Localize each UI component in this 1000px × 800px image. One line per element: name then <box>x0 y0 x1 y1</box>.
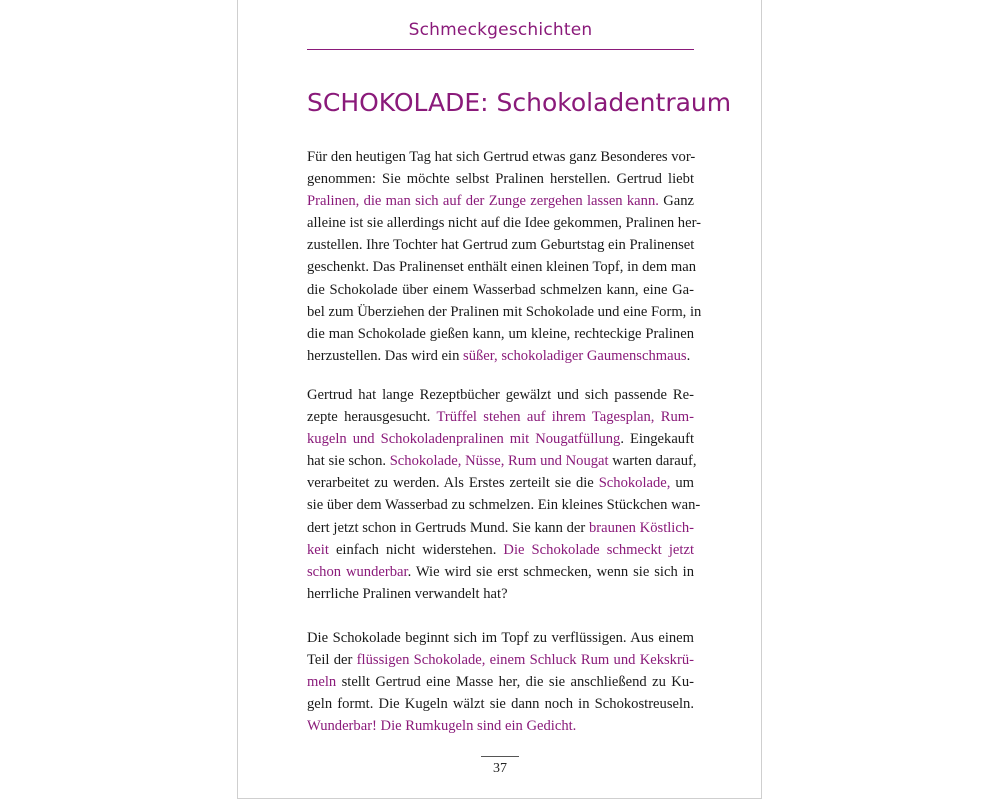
highlighted-phrase: Schokolade, <box>598 475 671 492</box>
text-line <box>307 384 694 406</box>
text-line <box>307 345 694 367</box>
text-line <box>307 146 694 168</box>
text-segment: geschenkt. Das Pralinenset enthält einen kleinen Topf, in dem man <box>307 259 696 276</box>
text-line <box>307 190 694 212</box>
header-rule <box>307 49 694 50</box>
highlighted-phrase: braunen Köstlich- <box>588 519 694 536</box>
highlighted-phrase: schon wunderbar <box>307 563 408 580</box>
text-segment: genommen: Sie möchte selbst Pralinen herstellen. Gertrud liebt <box>307 171 694 188</box>
text-line <box>307 561 694 583</box>
text-segment: hat sie schon. <box>307 453 390 470</box>
text-line <box>307 406 694 428</box>
running-head: Schmeckgeschichten <box>408 20 593 40</box>
text-line <box>307 168 694 190</box>
highlighted-phrase: meln <box>307 674 337 691</box>
highlighted-phrase: keit <box>307 541 329 558</box>
chapter-title: SCHOKOLADE: Schokoladentraum <box>307 88 732 117</box>
text-line <box>307 517 694 539</box>
text-segment: sie über dem Wasserbad zu schmelzen. Ein kleines Stückchen wan- <box>307 497 701 514</box>
text-segment: verarbeitet zu werden. Als Erstes zerteilt sie die <box>307 475 599 492</box>
text-segment: warten darauf, <box>608 453 697 470</box>
text-line <box>307 583 694 605</box>
highlighted-phrase: Wunderbar! Die Rumkugeln sind ein Gedicht. <box>307 718 577 735</box>
footer-rule <box>481 756 519 757</box>
page-number: 37 <box>493 761 507 776</box>
highlighted-phrase: Schokolade, Nüsse, Rum und Nougat <box>389 453 609 470</box>
text-segment: zepte herausgesucht. <box>307 409 437 426</box>
text-segment: Teil der <box>307 652 357 669</box>
text-segment: um <box>670 475 694 492</box>
text-line <box>307 428 694 450</box>
text-segment: Für den heutigen Tag hat sich Gertrud etwas ganz Besonderes vor- <box>307 149 696 165</box>
text-segment: zustellen. Ihre Tochter hat Gertrud zum Geburtstag ein Pralinenset <box>307 237 695 254</box>
text-line <box>307 234 694 256</box>
text-segment: die man Schokolade gießen kann, um kleine, rechteckige Pralinen <box>307 325 694 342</box>
text-segment: . Wie wird sie erst schmecken, wenn sie sich in <box>407 563 695 580</box>
text-line <box>307 279 694 301</box>
text-segment: Ganz <box>658 193 694 210</box>
highlighted-phrase: flüssigen Schokolade, einem Schluck Rum und Kekskrü- <box>356 652 694 669</box>
text-line <box>307 671 694 693</box>
text-segment: herzustellen. Das wird ein <box>307 347 464 364</box>
text-segment: dert jetzt schon in Gertruds Mund. Sie kann der <box>307 519 589 536</box>
text-line <box>307 539 694 561</box>
text-segment: einfach nicht widerstehen. <box>328 541 504 558</box>
text-line <box>307 450 697 472</box>
text-segment: herrliche Pralinen verwandelt hat? <box>307 585 508 602</box>
book-page <box>237 0 762 799</box>
text-segment: . <box>686 347 691 364</box>
paragraph-3 <box>307 627 694 737</box>
paragraph-2 <box>307 384 701 605</box>
text-segment: stellt Gertrud eine Masse her, die sie anschließend zu Ku- <box>336 674 694 691</box>
text-line <box>307 472 694 494</box>
highlighted-phrase: Die Schokolade schmeckt jetzt <box>503 541 694 558</box>
text-segment: . Eingekauft <box>620 431 695 448</box>
text-segment: bel zum Überziehen der Pralinen mit Schokolade und eine Form, in <box>307 303 702 320</box>
text-line <box>307 715 694 737</box>
text-line <box>307 212 702 234</box>
text-segment: Gertrud hat lange Rezeptbücher gewälzt und sich passende Re- <box>307 387 694 403</box>
text-line <box>307 649 694 671</box>
text-segment: geln formt. Die Kugeln wälzt sie dann noch in Schokostreuseln. <box>307 696 694 713</box>
text-segment: Die Schokolade beginnt sich im Topf zu verflüssigen. Aus einem <box>307 630 694 646</box>
text-line <box>307 494 701 516</box>
text-line <box>307 627 694 649</box>
highlighted-phrase: süßer, schokoladiger Gaumenschmaus <box>463 347 687 364</box>
paragraph-1 <box>307 146 702 367</box>
highlighted-phrase: Pralinen, die man sich auf der Zunge zergehen lassen kann. <box>307 193 659 210</box>
text-line <box>307 323 694 345</box>
text-line <box>307 301 702 323</box>
text-line <box>307 256 694 278</box>
highlighted-phrase: Trüffel stehen auf ihrem Tagesplan, Rum- <box>436 409 694 426</box>
text-segment: die Schokolade über einem Wasserbad schmelzen kann, eine Ga- <box>307 281 694 298</box>
highlighted-phrase: kugeln und Schokoladenpralinen mit Nougatfüllung <box>307 431 621 448</box>
text-segment: alleine ist sie allerdings nicht auf die Idee gekommen, Pralinen her- <box>307 215 702 232</box>
text-line <box>307 693 694 715</box>
